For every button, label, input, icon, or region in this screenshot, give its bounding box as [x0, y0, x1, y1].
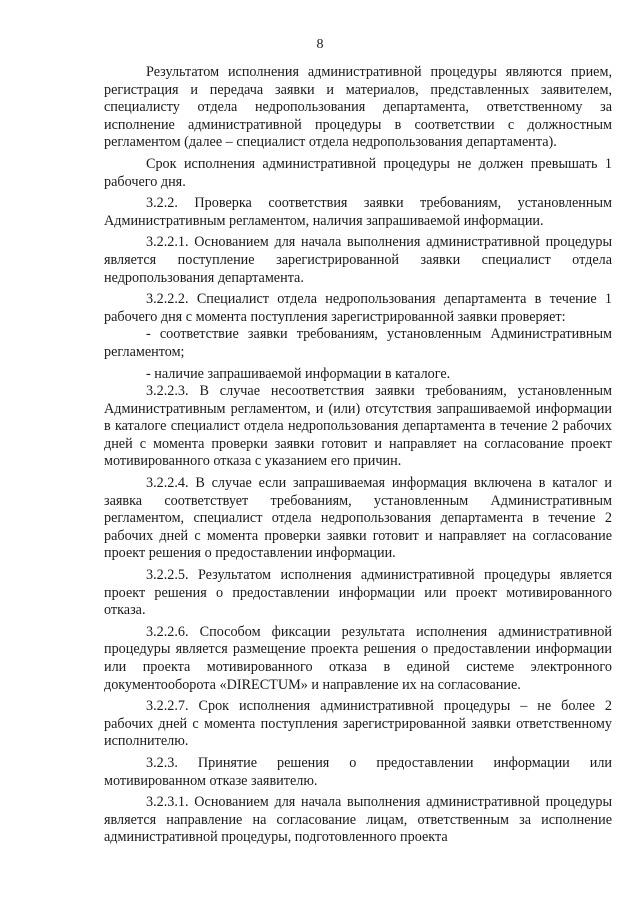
paragraph-3-2-2-6: 3.2.2.6. Способом фиксации результата исполнения административной процедуры является размещение проекта решения о предоставлении информации или проекта мотивированного отказа в единой системе электронного документооборота «DIRECTUM» и направление их на согласование. [104, 623, 612, 693]
paragraph-3-2-3-1: 3.2.3.1. Основанием для начала выполнения административной процедуры является направление на согласование лицам, ответственным за исполнение административной процедуры, подготовленного проекта [104, 794, 612, 846]
document-body [104, 64, 612, 847]
page-number: 8 [316, 37, 324, 52]
section-heading-3-2-3: 3.2.3. Принятие решения о предоставлении информации или мотивированном отказе заявителю. [104, 754, 612, 789]
paragraph-result-intake: Результатом исполнения административной процедуры являются прием, регистрация и передача заявки и материалов, представленных заявителем, специалисту отдела недропользования департамента, ответственному за исполнение административной процедуры в соответствии с должностным регламентом (далее – специалист отдела недропользования департамента). [104, 64, 612, 151]
paragraph-3-2-2-2: 3.2.2.2. Специалист отдела недропользования департамента в течение 1 рабочего дня с момента поступления зарегистрированной заявки проверяет: [104, 291, 612, 325]
paragraph-3-2-2-4: 3.2.2.4. В случае если запрашиваемая информация включена в каталог и заявка соответствует требованиям, установленным Административным регламентом, специалист отдела недропользования департамента в течение 2 рабочих дней с момента проверки заявки готовит и направляет на согласование проект решения о предоставлении информации. [104, 475, 612, 562]
paragraph-3-2-2-5: 3.2.2.5. Результатом исполнения административной процедуры является проект решения о предоставлении информации или проект мотивированного отказа. [104, 567, 612, 619]
section-heading-3-2-2: 3.2.2. Проверка соответствия заявки требованиям, установленным Административным регламентом, наличия запрашиваемой информации. [104, 195, 612, 229]
list-item-requirements: - соответствие заявки требованиям, установленным Административным регламентом; [104, 326, 612, 360]
paragraph-intake-deadline: Срок исполнения административной процедуры не должен превышать 1 рабочего дня. [104, 155, 612, 190]
paragraph-3-2-2-3: 3.2.2.3. В случае несоответствия заявки требованиям, установленным Административным регламентом, и (или) отсутствия запрашиваемой информации в каталоге специалист отдела недропользования департамента в течение 2 рабочих дней с момента проверки заявки готовит и направляет на согласование проект мотивированного отказа с указанием его причин. [104, 383, 612, 470]
paragraph-3-2-2-7: 3.2.2.7. Срок исполнения административной процедуры – не более 2 рабочих дней с момента поступления зарегистрированной заявки ответственному исполнителю. [104, 698, 612, 750]
list-item-catalog: - наличие запрашиваемой информации в каталоге. [146, 365, 451, 382]
paragraph-3-2-2-1: 3.2.2.1. Основанием для начала выполнения административной процедуры является поступление зарегистрированной заявки специалист отдела недропользования департамента. [104, 234, 612, 286]
